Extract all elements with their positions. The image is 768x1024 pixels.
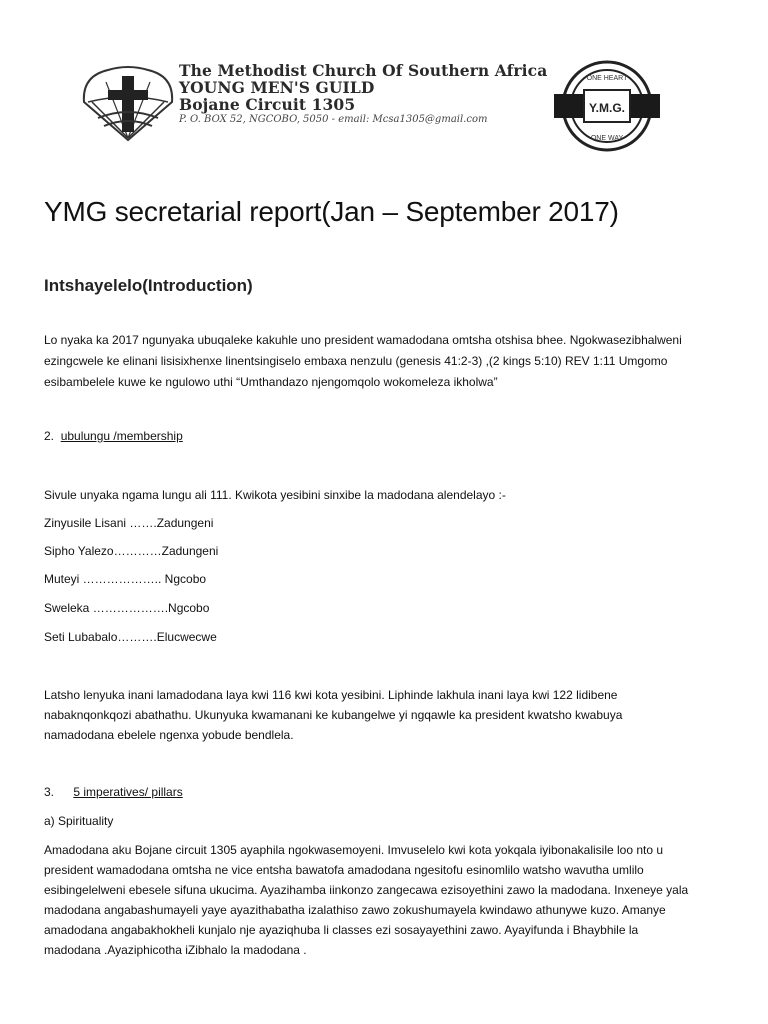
ymg-badge-logo xyxy=(548,60,666,152)
badge-top-text: ONE HEART xyxy=(586,75,628,82)
methodist-church-logo xyxy=(78,62,178,142)
membership-section-heading xyxy=(44,426,183,447)
spirituality-line-3: esibingelelweni ebesele sifuna ukucima. Ayazihamba iinkonzo zangecawa ezisoyethini zawo la madodana. Inxeneye yala xyxy=(44,883,689,897)
spirituality-subheading: a) Spirituality xyxy=(44,814,114,828)
membership-growth-line-3: namadodana ebelele ngenxa yobude bendlela. xyxy=(44,728,294,742)
ymg-badge-label: Y.M.G. xyxy=(588,101,626,115)
membership-growth-line-2: nabaknqonkqozi abathathu. Ukunyuka kwamanani ke kubangelwe yi ngqawle ka president kwatsho kwabuya xyxy=(44,708,623,722)
pillars-heading: 5 imperatives/ pillars xyxy=(73,785,183,799)
member-entry: Zinyusile Lisani …….Zadungeni xyxy=(44,516,214,530)
postal-address: P. O. BOX 52, NGCOBO, 5050 - email: Mcsa1305@gmail.com xyxy=(179,114,488,125)
report-title: YMG secretarial report(Jan – September 2017) xyxy=(44,196,619,227)
guild-name: YOUNG MEN'S GUILD xyxy=(179,78,375,97)
intro-line-1: Lo nyaka ka 2017 ngunyaka ubuqaleke kakuhle uno president wamadodana omtsha otshisa bhee. Ngokwasezibhalweni xyxy=(44,333,682,347)
membership-number: 2. xyxy=(44,429,55,443)
intro-line-3: esibambelele kuwe ke ngulowo uthi “Umthandazo njengomqolo wokomeleza ikholwa” xyxy=(44,375,498,389)
membership-intro: Sivule unyaka ngama lungu ali 111. Kwikota yesibini sinxibe la madodana alendelayo :- xyxy=(44,488,506,502)
membership-heading: ubulungu /membership xyxy=(60,429,183,443)
circuit-name: Bojane Circuit 1305 xyxy=(179,95,356,114)
spirituality-line-4: madodana angabashumayeli yaye ayazithabatha izalathiso zawo zokushumayela kwindawo athunywe kuzo. Amanye xyxy=(44,903,666,917)
letterhead xyxy=(78,52,678,152)
membership-growth-line-1: Latsho lenyuka inani lamadodana laya kwi 116 kwi kota yesibini. Liphinde lakhula inani laya kwi 122 lidibene xyxy=(44,688,618,702)
member-entry: Sipho Yalezo…………Zadungeni xyxy=(44,544,219,558)
church-name: The Methodist Church Of Southern Africa xyxy=(179,61,548,80)
member-entry: Muteyi ……………….. Ngcobo xyxy=(44,572,207,586)
badge-bottom-text: ONE WAY xyxy=(590,135,624,142)
letterhead-text xyxy=(179,62,547,126)
spirituality-line-1: Amadodana aku Bojane circuit 1305 ayaphila ngokwasemoyeni. Imvuselelo kwi kota yokqala iyibonakalisile loo nto u xyxy=(44,843,664,857)
intro-line-2: ezingcwele ke elinani lisisixhenxe linentsingiselo embaxa nenzulu (genesis 41:2-3) ,(2 kings 5:10) REV 1:11 Umgomo xyxy=(44,354,668,368)
member-entry: Seti Lubabalo……….Elucwecwe xyxy=(44,630,217,644)
intro-heading: Intshayelelo(Introduction) xyxy=(44,276,253,295)
pillars-section-heading xyxy=(44,782,183,803)
member-entry: Sweleka ……………….Ngcobo xyxy=(44,601,210,615)
spirituality-line-6: madodana .Ayaziphicotha iZibhalo la madodana . xyxy=(44,943,307,957)
pillars-number: 3. xyxy=(44,785,55,799)
spirituality-line-2: president wamadodana omtsha ne vice entsha bawatofa amadodana ngesitofu esinomlilo watsho wavutha umlilo xyxy=(44,863,644,877)
spirituality-line-5: amadodana angabakhokheli kunjalo nje ayaziqhuba li classes ezi sosayayethini zawo. Ayayifunda i Bhaybhile la xyxy=(44,923,639,937)
